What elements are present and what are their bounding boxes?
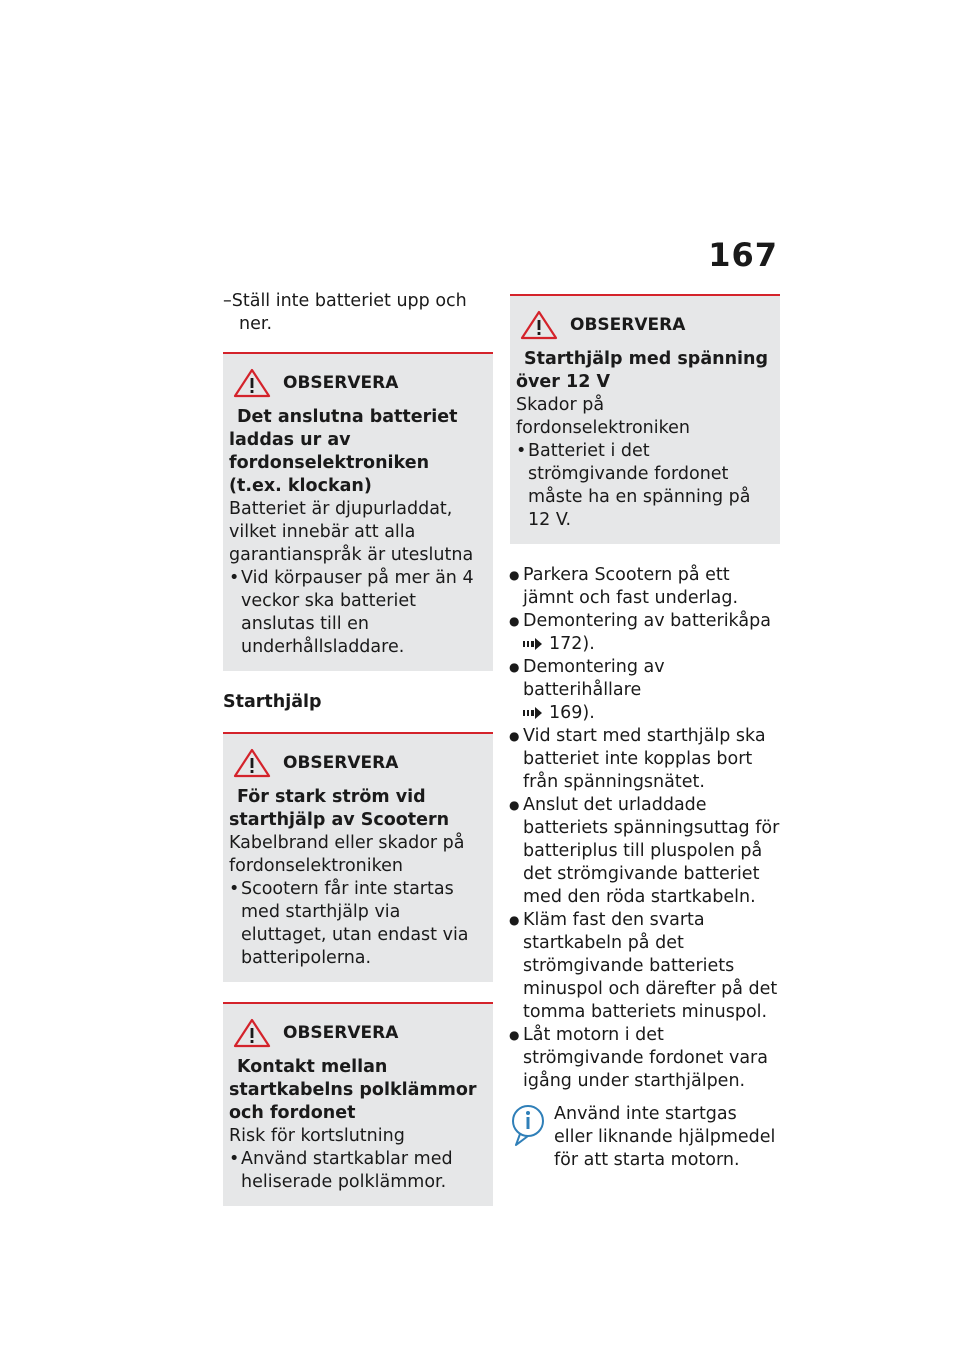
list-item-text: Demontering av batterihållare <box>523 657 665 700</box>
list-item <box>510 794 780 909</box>
note-title: OBSERVERA <box>283 372 399 393</box>
list-item-text: Kläm fast den svarta startkabeln på det strömgivande batteriets minuspol och därefter på det tomma batteriets minuspol. <box>523 910 778 1022</box>
list-item-text: Anslut det urladdade batteriets spänningsuttag för batteriplus till pluspolen på det strömgivande batteriet med den röda startkabeln. <box>523 795 780 907</box>
page-number: 167 <box>708 236 778 274</box>
page-reference-link[interactable]: 169). <box>549 703 595 723</box>
note-box-clamp-contact <box>223 1002 493 1206</box>
note-header <box>233 746 487 780</box>
list-item-text: Låt motorn i det strömgivande fordonet vara igång under starthjälpen. <box>523 1025 768 1091</box>
warning-triangle-icon <box>520 310 558 340</box>
warning-triangle-icon <box>233 368 271 398</box>
note-text: Batteriet är djupurladdat, vilket innebär att alla garantianspråk är uteslutna <box>229 499 474 565</box>
list-item <box>510 725 780 794</box>
note-subtitle: För stark ström vid starthjälp av Scootern <box>229 787 450 830</box>
list-item-text: Demontering av batterikåpa <box>523 611 771 631</box>
note-bullet: • Använd startkablar med heliserade polklämmor. <box>229 1148 487 1194</box>
note-text: Risk för kortslutning <box>229 1126 405 1146</box>
note-subtitle: Starthjälp med spänning över 12 V <box>516 349 769 392</box>
warning-triangle-icon <box>233 748 271 778</box>
list-item-text: Parkera Scootern på ett jämnt och fast underlag. <box>523 565 739 608</box>
info-note <box>510 1103 780 1172</box>
page-reference-link[interactable]: 172). <box>549 634 595 654</box>
note-title: OBSERVERA <box>570 314 686 335</box>
note-text: Kabelbrand eller skador på fordonselektroniken <box>229 833 465 876</box>
note-bullet: • Batteriet i det strömgivande fordonet måste ha en spänning på 12 V. <box>516 440 774 532</box>
list-item <box>510 564 780 610</box>
note-subtitle: Det anslutna batteriet laddas ur av fordonselektroniken (t.ex. klockan) <box>229 407 458 496</box>
note-box-battery-discharge <box>223 352 493 671</box>
list-item-text: Vid start med starthjälp ska batteriet inte kopplas bort från spänningsnätet. <box>523 726 766 792</box>
note-box-strong-current <box>223 732 493 982</box>
list-item <box>510 610 780 656</box>
reference-arrow-icon <box>523 707 543 719</box>
list-item <box>510 909 780 1024</box>
step-list <box>510 564 780 1093</box>
list-item <box>510 656 780 725</box>
note-subtitle: Kontakt mellan startkabelns polklämmor och fordonet <box>229 1057 477 1123</box>
left-column <box>223 290 493 1226</box>
reference-arrow-icon <box>523 638 543 650</box>
note-header <box>233 1016 487 1050</box>
note-text: Skador på fordonselektroniken <box>516 395 691 438</box>
warning-triangle-icon <box>233 1018 271 1048</box>
info-text: Använd inte startgas eller liknande hjälpmedel för att starta motorn. <box>554 1104 776 1170</box>
note-header <box>520 308 774 342</box>
right-column <box>510 294 780 1172</box>
note-bullet: • Scootern får inte startas med starthjälp via eluttaget, utan endast via batteripolerna. <box>229 878 487 970</box>
list-item <box>510 1024 780 1093</box>
note-bullet: • Vid körpauser på mer än 4 veckor ska batteriet anslutas till en underhållsladdare. <box>229 567 487 659</box>
note-box-voltage <box>510 294 780 544</box>
intro-text: –Ställ inte batteriet upp och ner. <box>223 291 467 334</box>
note-header <box>233 366 487 400</box>
note-title: OBSERVERA <box>283 1022 399 1043</box>
note-title: OBSERVERA <box>283 752 399 773</box>
info-icon <box>510 1103 546 1147</box>
section-heading-starthjalp: Starthjälp <box>223 692 322 712</box>
